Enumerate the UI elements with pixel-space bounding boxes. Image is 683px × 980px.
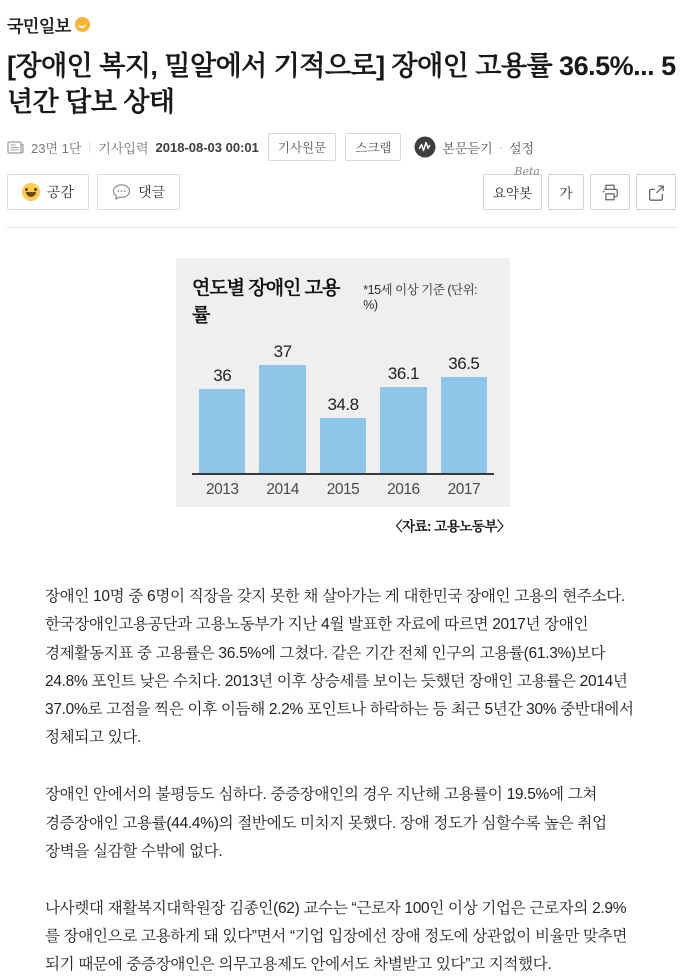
bar xyxy=(320,418,366,473)
bar xyxy=(380,387,426,473)
print-button[interactable] xyxy=(590,174,630,210)
share-button[interactable] xyxy=(636,174,676,210)
x-axis-label: 2015 xyxy=(326,481,360,499)
x-axis-label: 2014 xyxy=(266,481,299,499)
chart-panel xyxy=(176,258,510,507)
chart-bar-group xyxy=(441,354,487,473)
listen-settings-link[interactable]: 설정 xyxy=(509,140,535,156)
article-action-row xyxy=(7,165,676,210)
bar-value-label: 36 xyxy=(213,366,232,386)
like-button[interactable] xyxy=(7,174,89,210)
scrap-button[interactable]: 스크랩 xyxy=(345,133,401,161)
chart-bars xyxy=(192,333,494,473)
listen-link[interactable]: 본문듣기 xyxy=(442,140,493,156)
font-size-button[interactable] xyxy=(548,174,584,210)
bar-value-label: 36.5 xyxy=(448,354,480,374)
summary-bot-label: 요약봇 xyxy=(492,186,532,202)
bar-value-label: 36.1 xyxy=(387,364,419,384)
chart-title: 연도별 장애인 고용률 xyxy=(192,278,340,327)
bar xyxy=(441,377,487,473)
summary-bot-button[interactable] xyxy=(483,165,542,210)
printer-icon xyxy=(600,183,620,202)
smiley-icon xyxy=(22,183,40,201)
body-paragraph: 장애인 10명 중 6명이 직장을 갖지 못한 채 살아가는 게 대한민국 장애인 고용의 현주소다. 한국장애인고용공단과 고용노동부가 지난 4월 발표한 자료에 따르면 2017년 장애인 경제활동지표 중 고용률은 36.5%에 그쳤다. 같은 기간 전체 인구의 고용률(61.3%)보다 24.8% 포인트 낮은 수치다. 2013년 이후 상승세를 보이는 듯했던 장애인 고용률은 2014년 37.0%로 고점을 찍은 이후 이듬해 2.2% 포인트나 하락하는 등 최근 5년간 30% 중반대에서 정체되고 있다. xyxy=(45,588,634,747)
reaction-buttons xyxy=(7,174,180,210)
bar xyxy=(259,365,305,473)
like-button-label: 공감 xyxy=(47,184,75,201)
original-article-button[interactable]: 기사원문 xyxy=(268,133,336,161)
brand-logo[interactable] xyxy=(7,8,676,39)
article-divider xyxy=(7,227,676,228)
brand-logo-text[interactable]: 국민일보 xyxy=(7,17,71,36)
listen-settings-separator: · xyxy=(498,139,503,155)
page-column-info: 23면 1단 xyxy=(31,140,82,156)
chart-bar-group xyxy=(380,364,426,473)
brand-coin-icon xyxy=(75,17,90,32)
chart-x-labels xyxy=(192,475,494,505)
font-size-label: 가 xyxy=(559,186,573,202)
chart-source: 〈자료: 고용노동부〉 xyxy=(388,519,510,535)
published-time: 2018-08-03 00:01 xyxy=(155,139,259,155)
x-axis-label: 2013 xyxy=(205,481,239,499)
comment-button-label: 댓글 xyxy=(138,184,166,201)
newspaper-icon xyxy=(7,140,24,155)
share-icon xyxy=(646,183,666,202)
published-label: 기사입력 xyxy=(98,140,149,156)
chart-bar-group xyxy=(199,366,245,473)
chart-title-row xyxy=(192,273,494,327)
bar-value-label: 34.8 xyxy=(327,395,359,415)
body-paragraph: 나사렛대 재활복지대학원장 김종인(62) 교수는 “근로자 100인 이상 기업은 근로자의 2.9%를 장애인으로 고용하게 돼 있다”면서 “기업 입장에선 장애 정도에 상관없이 비율만 맞추면 되기 때문에 중증장애인은 의무고용제도 안에서도 차별받고 있다”고 지적했다. xyxy=(45,900,628,974)
text-to-speech-icon[interactable] xyxy=(414,136,436,158)
bar-value-label: 37 xyxy=(273,342,292,362)
chart-bar-group xyxy=(320,395,366,473)
body-paragraph: 장애인 안에서의 불평등도 심하다. 중증장애인의 경우 지난해 고용률이 19.5%에 그쳐 경증장애인 고용률(44.4%)의 절반에도 미치지 못했다. 장애 정도가 심할수록 높은 취업 장벽을 실감할 수밖에 없다. xyxy=(45,786,607,860)
article-meta-row xyxy=(7,133,676,161)
chart-subtitle: *15세 이상 기준 (단위: %) xyxy=(363,283,478,313)
x-axis-label: 2017 xyxy=(447,481,481,499)
bar xyxy=(199,389,245,473)
comment-button[interactable] xyxy=(97,174,180,210)
article-title: [장애인 복지, 밀알에서 기적으로] 장애인 고용률 36.5%... 5년간 답보 상태 xyxy=(7,51,676,117)
meta-separator: | xyxy=(88,141,92,154)
employment-rate-chart xyxy=(176,258,510,535)
beta-badge: Beta xyxy=(514,165,540,179)
listen-controls xyxy=(414,136,534,158)
toolbar-buttons xyxy=(483,165,676,210)
chart-bar-group xyxy=(259,342,305,473)
speech-bubble-icon xyxy=(112,183,131,201)
x-axis-label: 2016 xyxy=(387,481,420,499)
article-body xyxy=(7,535,676,979)
